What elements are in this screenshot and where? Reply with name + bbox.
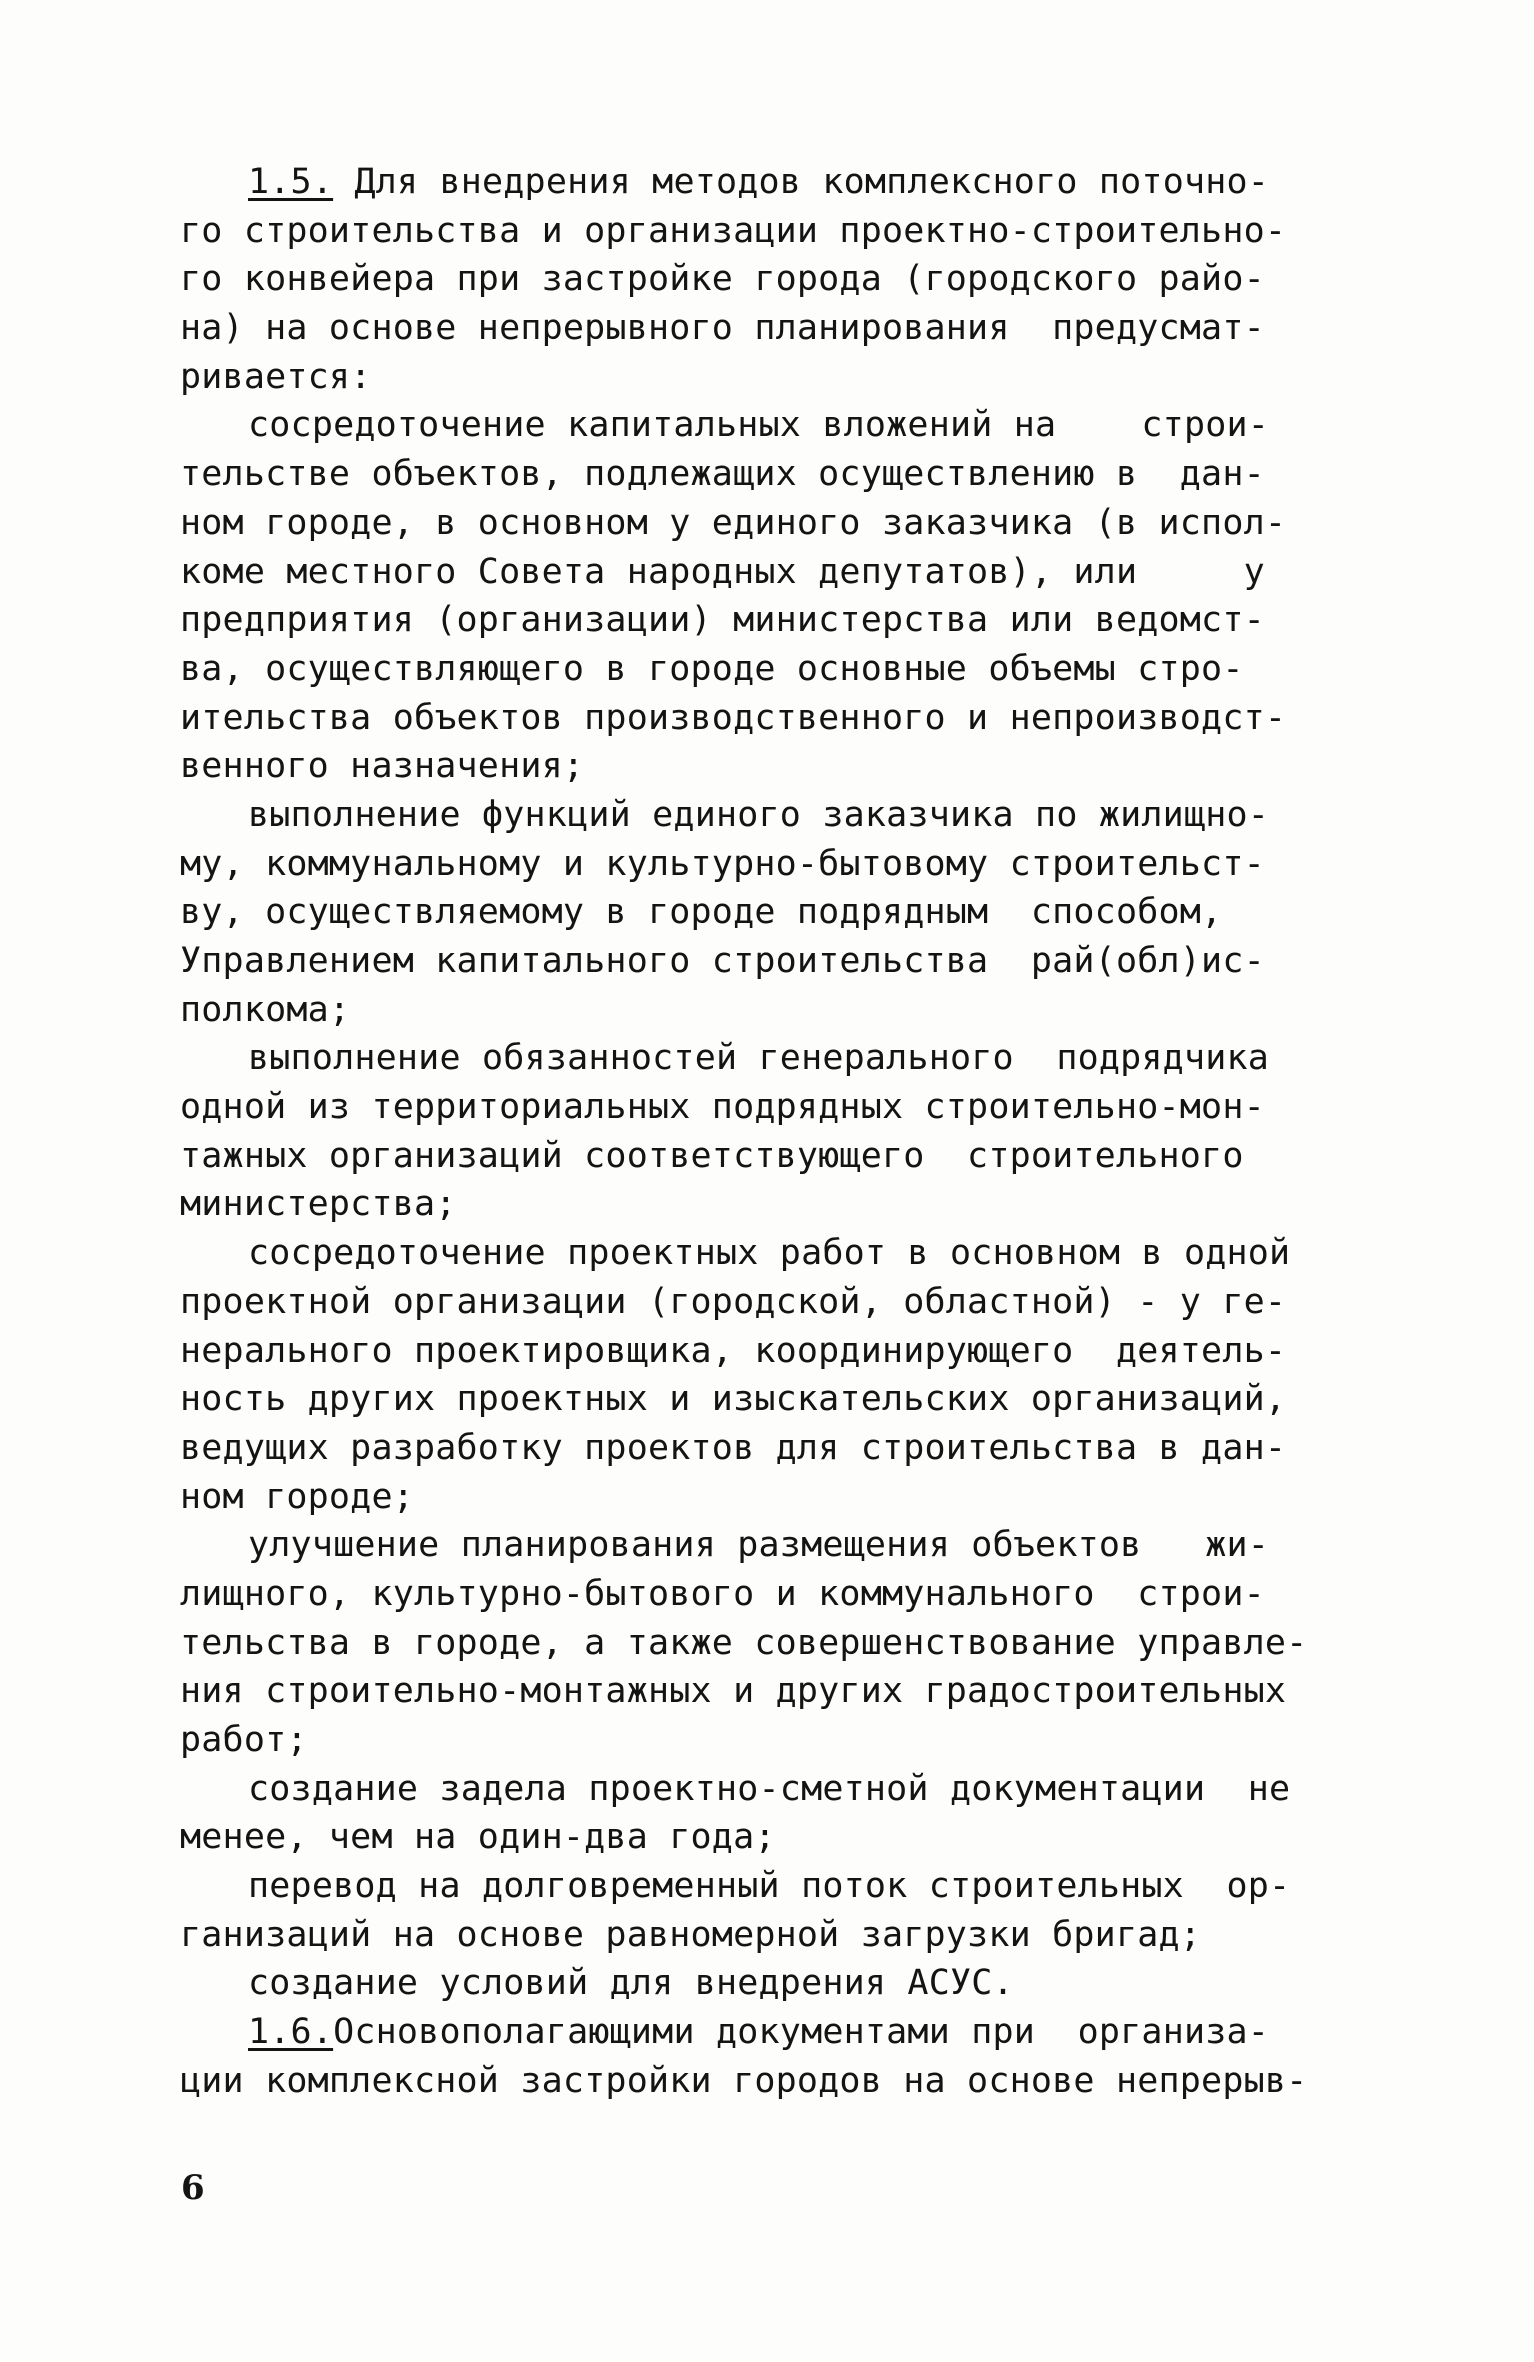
paragraph-line: коме местного Совета народных депутатов), или у	[180, 551, 1265, 592]
paragraph-line: ность других проектных и изыскательских организаций,	[180, 1379, 1287, 1420]
paragraph-line: ном городе;	[180, 1476, 414, 1517]
line-text: Для внедрения методов комплексного поточно-	[354, 162, 1270, 202]
paragraph-line	[180, 2008, 1380, 2057]
paragraph-line: проектной организации (городской, областной) - у ге-	[180, 1281, 1287, 1322]
body-text	[180, 158, 1380, 2106]
paragraph-line: лищного, культурно-бытового и коммунального строи-	[180, 1573, 1265, 1614]
paragraph-line: го строительства и организации проектно-строительно-	[180, 210, 1287, 251]
paragraph-line: выполнение обязанностей генерального подрядчика	[248, 1038, 1270, 1079]
section-number: 1.6.	[248, 2012, 334, 2053]
paragraph-line: ции комплексной застройки городов на основе непрерыв-	[180, 2060, 1308, 2101]
paragraph-line: ведущих разработку проектов для строительства в дан-	[180, 1427, 1287, 1468]
paragraph-line: полкома;	[180, 989, 351, 1030]
paragraph-line: му, коммунальному и культурно-бытовому строительст-	[180, 843, 1265, 884]
paragraph-line: тажных организаций соответствующего строительного	[180, 1135, 1244, 1176]
paragraph-line: Управлением капитального строительства рай(обл)ис-	[180, 941, 1265, 981]
paragraph-line: перевод на долговременный поток строительных ор-	[248, 1866, 1291, 1907]
paragraph-line: сосредоточение проектных работ в основном в одной	[248, 1233, 1291, 1274]
section-number: 1.5.	[248, 162, 334, 202]
paragraph-line: тельстве объектов, подлежащих осуществлению в дан-	[180, 454, 1265, 495]
paragraph-line: ганизаций на основе равномерной загрузки бригад;	[180, 1914, 1202, 1955]
paragraph-line: создание условий для внедрения АСУС.	[248, 1963, 1014, 2004]
line-text: Основополагающими документами при организа-	[333, 2012, 1270, 2053]
paragraph-line: менее, чем на один-два года;	[180, 1817, 776, 1858]
paragraph-line: ния строительно-монтажных и других градостроительных	[180, 1671, 1287, 1712]
paragraph-line: одной из территориальных подрядных строительно-мон-	[180, 1087, 1265, 1128]
paragraph-line: работ;	[180, 1720, 308, 1760]
paragraph-line: предприятия (организации) министерства или ведомст-	[180, 600, 1265, 641]
paragraph-line: венного назначения;	[180, 746, 585, 787]
paragraph-line: сосредоточение капитальных вложений на строи-	[248, 405, 1270, 446]
paragraph-line: нерального проектировщика, координирующего деятель-	[180, 1330, 1287, 1371]
paragraph-line: ву, осуществляемому в городе подрядным способом,	[180, 892, 1223, 933]
paragraph-line: тельства в городе, а также совершенствование управле-	[180, 1622, 1308, 1663]
paragraph-line: на) на основе непрерывного планирования предусмат-	[180, 308, 1265, 349]
paragraph-line: создание задела проектно-сметной документации не	[248, 1768, 1291, 1809]
paragraph-line: ном городе, в основном у единого заказчика (в испол-	[180, 502, 1287, 543]
paragraph-line: министерства;	[180, 1184, 457, 1225]
paragraph-line	[180, 158, 1380, 207]
paragraph-line: го конвейера при застройке города (городского райо-	[180, 259, 1265, 300]
paragraph-line: улучшение планирования размещения объектов жи-	[248, 1525, 1270, 1566]
paragraph-line: выполнение функций единого заказчика по жилищно-	[248, 794, 1270, 835]
paragraph-line: ва, осуществляющего в городе основные объемы стро-	[180, 648, 1244, 689]
paragraph-line: ительства объектов производственного и непроизводст-	[180, 697, 1287, 738]
page-number: 6	[181, 2168, 205, 2208]
paragraph-line: ривается:	[180, 356, 372, 397]
